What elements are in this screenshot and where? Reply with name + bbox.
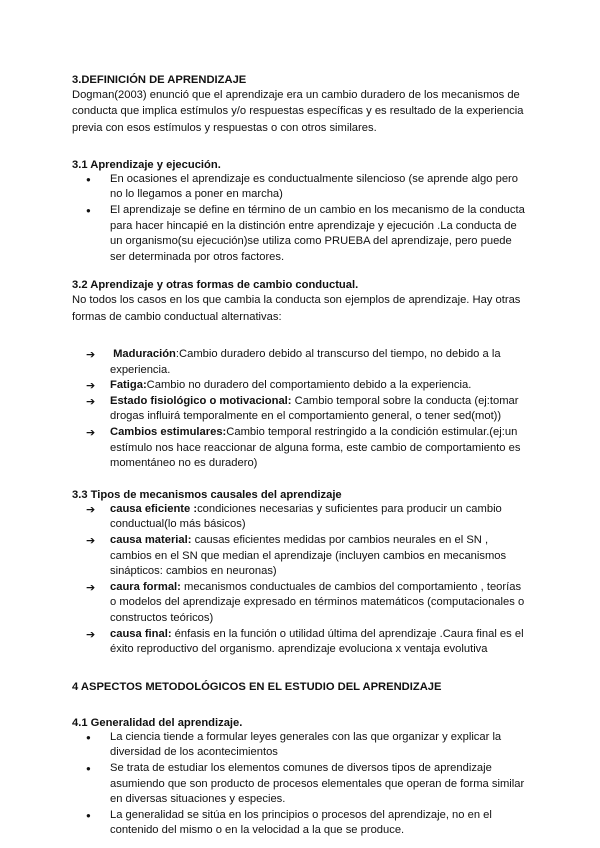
list-item: ● El aprendizaje se define en término de un cambio en los mecanismo de la conducta para hacer hincapié en la distinción entre aprendizaje y ejecución .La conducta de un organismo(su ejecución)se utiliza como PRUEBA del aprendizaje, pero puede ser determinada por otros factores. — [72, 203, 530, 265]
list-item — [72, 347, 530, 378]
list-item — [72, 394, 530, 425]
definition: Cambio temporal restringido a la condición estimular.(ej:un estímulo nos hace reaccionar de alguna forma, este cambio de comportamiento es momentáneo no es duradero) — [110, 426, 521, 470]
term: causa material: — [110, 533, 192, 546]
definition: condiciones necesarias y suficientes para producir un cambio conductual(lo más básicos) — [110, 502, 502, 531]
section-3-heading: 3.DEFINICIÓN DE APRENDIZAJE — [72, 74, 247, 86]
term: Estado fisiológico o motivacional: — [110, 394, 292, 407]
list-item: ● La generalidad se sitúa en los principios o procesos del aprendizaje, no en el contenido del mismo o en la velocidad a la que se produce. — [72, 808, 530, 839]
definition: énfasis en la función o utilidad última del aprendizaje .Caura final es el éxito reproductivo del organismo. aprendizaje evoluciona x ventaja evolutiva — [110, 627, 524, 656]
term: Fatiga: — [110, 379, 147, 392]
arrow-right-icon: ➔ — [86, 627, 96, 641]
arrow-right-icon: ➔ — [86, 426, 96, 440]
section-3-1-heading: 3.1 Aprendizaje y ejecución. — [72, 158, 221, 171]
list-item: ● Se trata de estudiar los elementos comunes de diversos tipos de aprendizaje asumiendo que son producto de procesos elementales que operan de forma similar en diversas situaciones y especies. — [72, 761, 530, 808]
definition: causas eficientes medidas por cambios neurales en el SN , cambios en el SN que median el aprendizaje (incluyen cambios en mecanismos sinápticos: cambios en neuronas) — [110, 533, 507, 578]
arrow-right-icon: ➔ — [86, 348, 96, 362]
section-4-1-list — [72, 730, 530, 839]
term: causa final: — [110, 627, 172, 640]
list-item: ● En ocasiones el aprendizaje es conductualmente silencioso (se aprende algo pero no lo llegamos a poner en marcha) — [72, 172, 530, 203]
term: Maduración — [113, 348, 176, 361]
arrow-right-icon: ➔ — [86, 394, 96, 408]
definition: mecanismos conductuales de cambios del comportamiento , teorías o modelos del aprendizaje expresado en términos matemáticos (computacionales o constructos teóricos) — [110, 580, 525, 624]
section-3-2-heading: 3.2 Aprendizaje y otras formas de cambio conductual. — [72, 279, 359, 292]
list-item — [72, 533, 530, 580]
section-3-2-intro: No todos los casos en los que cambia la conducta son ejemplos de aprendizaje. Hay otras formas de cambio conductual alternativas: — [72, 294, 521, 323]
definition: Cambio no duradero del comportamiento debido a la experiencia. — [146, 379, 472, 392]
term: caura formal: — [110, 580, 181, 593]
list-item — [72, 627, 530, 658]
arrow-right-icon: ➔ — [86, 533, 96, 547]
arrow-right-icon: ➔ — [86, 379, 96, 393]
section-3-2-list — [72, 347, 530, 472]
term: Cambios estimulares: — [110, 426, 227, 439]
list-item: ● La ciencia tiende a formular leyes generales con las que organizar y explicar la diversidad de los acontecimientos — [72, 730, 530, 761]
list-item — [72, 378, 530, 394]
section-4-heading: 4 ASPECTOS METODOLÓGICOS EN EL ESTUDIO DEL APRENDIZAJE — [72, 680, 442, 693]
definition: :Cambio duradero debido al transcurso del tiempo, no debido a la experiencia. — [110, 348, 501, 376]
arrow-right-icon: ➔ — [86, 502, 96, 516]
term: causa eficiente : — [110, 502, 198, 515]
section-3-3-list — [72, 502, 530, 658]
section-4-1-heading: 4.1 Generalidad del aprendizaje. — [72, 716, 243, 729]
list-item — [72, 580, 530, 627]
section-3-3-heading: 3.3 Tipos de mecanismos causales del aprendizaje — [72, 488, 342, 501]
section-3-1-list — [72, 172, 530, 266]
definition: Cambio temporal sobre la conducta (ej:tomar drogas influirá temporalmente en el comportamiento general, o tener sed(mot)) — [110, 394, 519, 423]
list-item — [72, 502, 530, 533]
arrow-right-icon: ➔ — [86, 580, 96, 594]
list-item — [72, 425, 530, 472]
section-3-intro: Dogman(2003) enunció que el aprendizaje era un cambio duradero de los mecanismos de conducta que implica estímulos y/o respuestas específicas y es resultado de la experiencia previa con esos estímulos y respuestas o con otros similares. — [72, 89, 524, 134]
